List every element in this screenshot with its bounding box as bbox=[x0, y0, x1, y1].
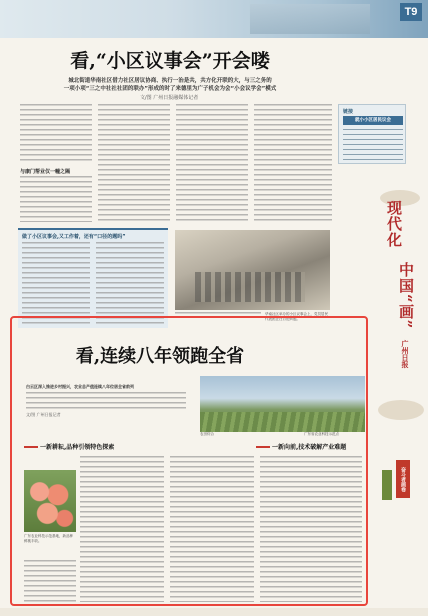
sub-article-heading: 做了小区议事会,又工作着，还有“口径的题吗” bbox=[22, 234, 126, 240]
bottom-column-1 bbox=[80, 456, 164, 602]
bottom-article-intro: 白云区深入推进乡村振兴，农业总产值连续八年位居全省前列 bbox=[26, 384, 134, 389]
meeting-photo-caption: 华南社区举办的小区议事会上，党员居民代表团正在讨论问题。 bbox=[265, 312, 328, 321]
bottom-column-2 bbox=[170, 456, 254, 602]
top-article-column-3 bbox=[176, 104, 248, 222]
top-article-column-2 bbox=[98, 104, 170, 222]
side-vertical-title-1: 现代化 bbox=[385, 200, 403, 248]
bottom-column-1b bbox=[24, 560, 76, 602]
sub-article-box bbox=[18, 228, 168, 328]
farmland-photo-caption-left: 农田综合 bbox=[200, 432, 214, 436]
top-article-column-1 bbox=[20, 104, 92, 164]
top-article-subtitle-2: 一项小项“三之中社社社团的联办”形成的时了来德里为广子机会为会“小会议学会”模式 bbox=[63, 86, 277, 92]
section-head-left: 一新耕耘,品种引领特色探索 bbox=[40, 444, 115, 451]
link-heading: 就小小区居民议会 bbox=[343, 116, 403, 125]
sub-article-column-2 bbox=[96, 242, 164, 326]
bottom-article-title: 看,连续八年领跑全省 bbox=[75, 346, 245, 367]
section-bar-right bbox=[256, 446, 270, 448]
link-text-lines bbox=[343, 129, 403, 161]
link-info-box bbox=[338, 104, 406, 164]
link-label: 链接 bbox=[343, 109, 354, 115]
farmland-photo-caption-right: 广东省农业科技示范点 bbox=[304, 432, 339, 436]
top-article-column-1b bbox=[20, 176, 92, 222]
side-vertical-title-2: 中国“画” bbox=[397, 262, 415, 330]
seal-stamp: 奋斗者画卷 bbox=[396, 460, 410, 498]
top-article-column-4 bbox=[254, 104, 332, 222]
bottom-article-byline: 文/图 广州日报记者 bbox=[26, 412, 61, 417]
side-vertical-small: 广州日报 bbox=[401, 340, 410, 368]
sub-article-column-1 bbox=[22, 242, 90, 326]
bottom-column-3 bbox=[260, 456, 362, 602]
top-article-subhead-1: 与康门帮业仅一幢之隔 bbox=[20, 169, 71, 175]
top-article-subtitle-1: 城北街道华南社区借力社区居议协商、执行一治是共，共方化开联的大，与三之务的 bbox=[68, 78, 272, 84]
page-number-badge: T9 bbox=[400, 3, 422, 21]
farmland-photo bbox=[200, 376, 365, 432]
meeting-people bbox=[195, 272, 305, 302]
meeting-photo bbox=[175, 230, 330, 310]
cloud-decoration-2 bbox=[378, 400, 424, 420]
ribbon-decoration bbox=[382, 470, 392, 500]
top-article-byline: 文/图 广州日报融媒体记者 bbox=[140, 95, 199, 101]
bottom-intro-lines bbox=[26, 392, 186, 410]
peach-photo bbox=[24, 470, 76, 532]
top-banner bbox=[0, 0, 428, 38]
city-skyline-image bbox=[250, 4, 370, 34]
section-head-right: 一新向前,技术破解产业难题 bbox=[272, 444, 347, 451]
section-bar-left bbox=[24, 446, 38, 448]
farm-field bbox=[200, 412, 365, 432]
page-footer bbox=[0, 608, 428, 616]
top-article-title: 看,“小区议事会”开会喽 bbox=[70, 50, 270, 72]
peach-photo-caption: 广东农业科技示范基地，新品种鲜桃丰收。 bbox=[24, 534, 73, 543]
